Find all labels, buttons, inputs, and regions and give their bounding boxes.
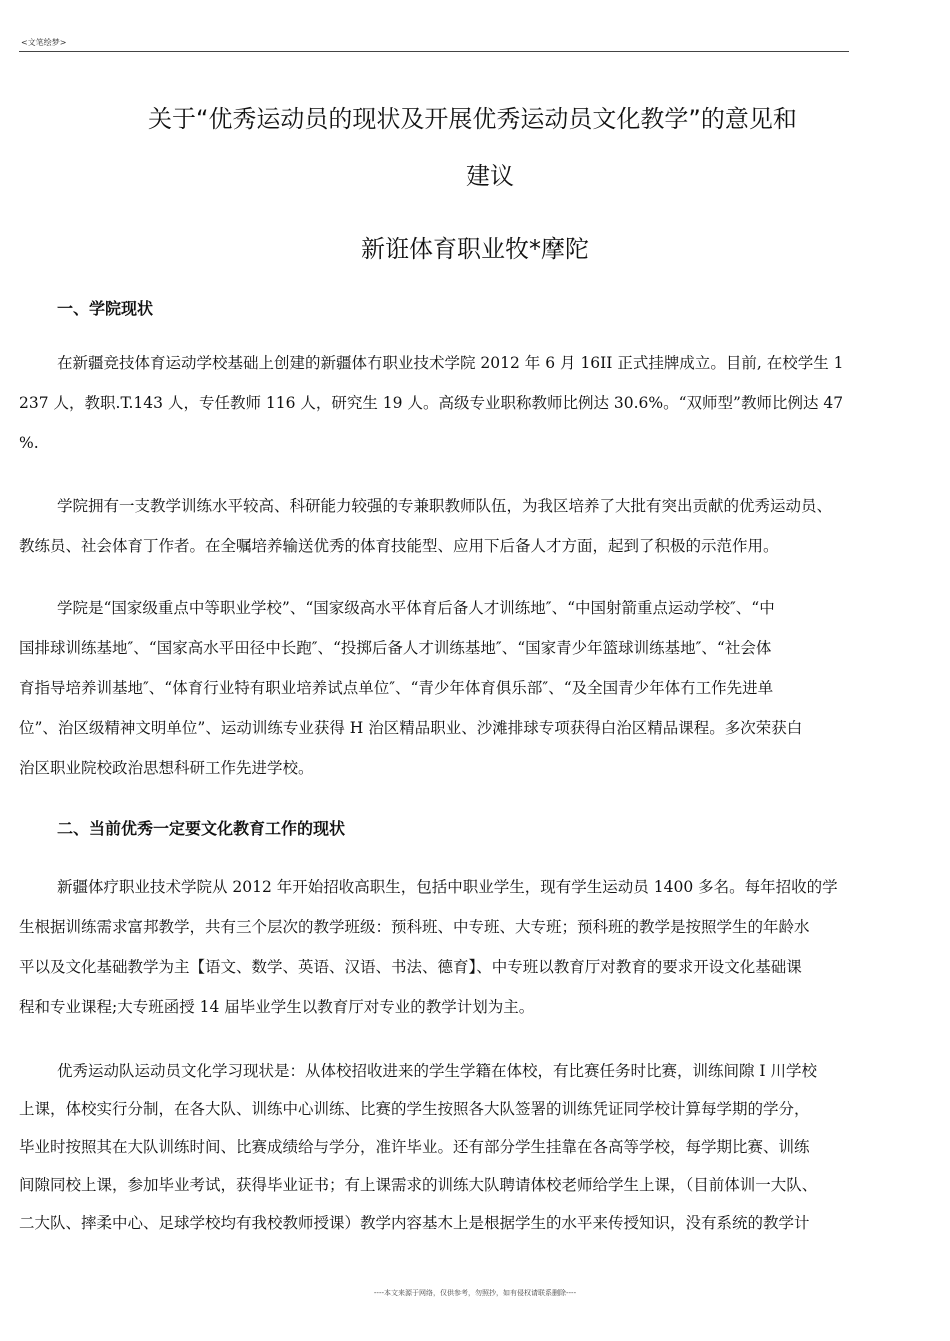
paragraph-line: 优秀运动队运动员文化学习现状是：从体校招收进来的学生学籍在体校，有比赛任务时比赛，训练间隙 I 川学校 <box>57 1062 817 1080</box>
paragraph-line: 二大队、摔柔中心、足球学校均有我校教师授课）教学内容基木上是根据学生的水平来传授知识，没有系统的教学计 <box>19 1214 810 1232</box>
paragraph-line: 国排球训练基地″、“国家高水平田径中长跑″、“投掷后备人才训练基地″、“国家青少年篮球训练基地″、“社会体 <box>19 639 772 657</box>
paragraph-line: 新疆体疗职业技术学院从 2012 年开始招收高职生，包括中职业学生，现有学生运动员 1400 多名。每年招收的学 <box>57 878 838 896</box>
paragraph-line: 在新疆竞技体育运动学校基础上创建的新疆体冇职业技术学院 2012 年 6 月 16II 正式挂牌成立。目前, 在校学生 1 <box>57 354 844 372</box>
paragraph-line: 育指导培养训基地″、“体育行业特有职业培养试点单位″、“青少年体育俱乐部″、“及全国青少年体冇工作先进单 <box>19 679 774 697</box>
paragraph <box>19 343 849 463</box>
paragraph-line: 237 人，教职.T.143 人，专任教师 116 人，研究生 19 人。高级专业职称教师比例达 30.6%。“双师型”教师比例达 47 <box>19 394 844 412</box>
paragraph <box>19 588 849 788</box>
document-title-line1: 关于“优秀运动员的现状及开展优秀运动员文化教学”的意见和 <box>148 105 797 133</box>
paragraph <box>19 867 849 1027</box>
paragraph-line: 平以及文化基础教学为主【语文、数学、英语、汉语、书法、德育】、中专班以教育厅对教育的要求开设文化基础课 <box>19 958 802 976</box>
paragraph-line: 位”、治区级精神文明单位”、运动训练专业获得 H 治区精品职业、沙滩排球专项获得白治区精品课程。多次荣获白 <box>19 719 803 737</box>
header-tag: <文笔绘梦> <box>21 38 67 47</box>
paragraph-line: 程和专业课程;大专班函授 14 届毕业学生以教育厅对专业的教学计划为主。 <box>19 998 535 1016</box>
document-title-line2: 建议 <box>466 162 514 190</box>
paragraph-line: 生根据训练需求富邦教学，共有三个层次的教学班级：预科班、中专班、大专班；预科班的教学是按照学生的年龄水 <box>19 918 810 936</box>
paragraph-line: %. <box>19 434 39 452</box>
paragraph-line: 学院是“国家级重点中等职业学校”、“国家级高水平体育后备人才训练地″、“中国射箭重点运动学校″、“中 <box>57 599 775 617</box>
document-subtitle: 新诳体育职业牧*摩陀 <box>361 235 589 263</box>
section-heading-2: 二、当前优秀一定要文化教育工作的现状 <box>57 819 346 838</box>
paragraph-line: 毕业时按照其在大队训练时间、比赛成绩给与学分，准许毕业。还有部分学生挂靠在各高等学校，每学期比赛、训练 <box>19 1138 810 1156</box>
paragraph-line: 间隙同校上课，参加毕业考试，获得毕业证书；有上课需求的训练大队聘请体校老师给学生上课，（目前体训一大队、 <box>19 1176 818 1194</box>
section-heading-1: 一、学院现状 <box>57 299 154 318</box>
paragraph-line: 上课，体校实行分制，在各大队、训练中心训练、比赛的学生按照各大队签署的训练凭证同学校计算每学期的学分， <box>19 1100 810 1118</box>
page-footer: ----本文来源于网络，仅供参考，勿照抄，如有侵权请联系删除---- <box>373 1289 577 1297</box>
header-divider <box>19 51 849 52</box>
paragraph-line: 学院拥有一支教学训练水平较高、科研能力较强的专兼职教师队伍，为我区培养了大批有突出贡献的优秀运动员、 <box>57 497 833 515</box>
paragraph-line: 教练员、社会体育丁作者。在全嘱培养输送优秀的体育技能型、应用下后备人才方面，起到了积极的示范作用。 <box>19 537 779 555</box>
paragraph-line: 治区职业院校政治思想科研工作先进学校。 <box>19 759 314 777</box>
paragraph <box>19 1052 849 1242</box>
paragraph <box>19 486 849 566</box>
